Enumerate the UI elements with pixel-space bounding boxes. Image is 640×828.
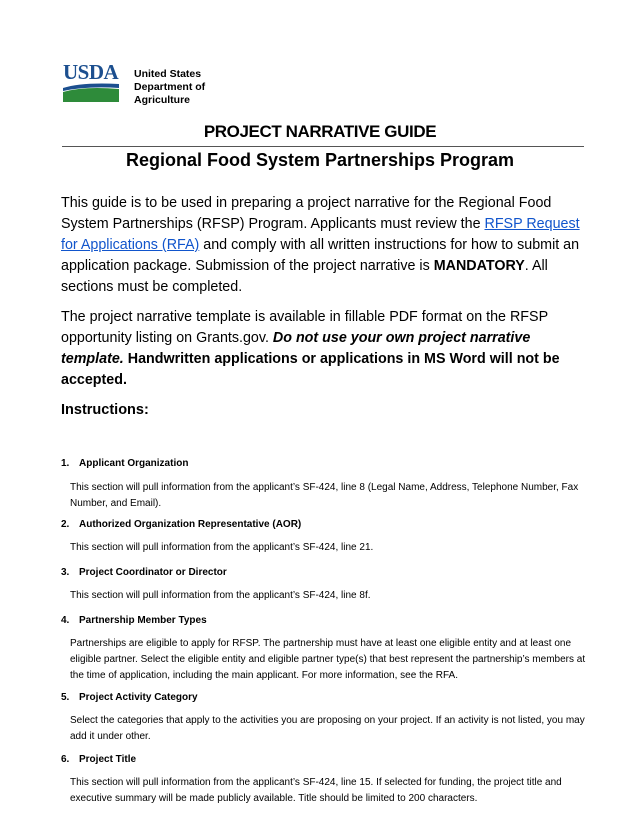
item-heading — [61, 457, 586, 471]
item-heading — [61, 753, 586, 767]
usda-logo-swoosh — [62, 60, 120, 106]
usda-logo-text: USDA — [63, 60, 119, 84]
instructions-heading: Instructions: — [61, 402, 149, 418]
item-heading — [61, 566, 586, 580]
item-heading — [61, 614, 586, 628]
agency-line: Department of — [134, 81, 206, 93]
item-body: Partnerships are eligible to apply for RFSP. The partnership must have at least one eligible entity and at least one eligible partner. Select the eligible entity and eligible partner type(s) that best represent the partnership’s members at the time of application, including the main applicant. For more information, see the RFA. — [70, 638, 586, 681]
template-text: The project narrative template is available in fillable PDF format on the RFSP opportunity listing on Grants.gov. — [61, 309, 548, 346]
item-number: 6. — [61, 754, 70, 765]
document-subtitle: Regional Food System Partnerships Program — [125, 150, 515, 170]
item-title: Applicant Organization — [79, 458, 189, 469]
instruction-item — [61, 518, 586, 553]
item-title: Project Coordinator or Director — [79, 567, 227, 578]
item-number: 4. — [61, 615, 70, 626]
intro-text: and comply with all written instructions for how to submit an application package. Submission of the project narrative is — [61, 237, 580, 274]
agency-line: United States — [134, 68, 202, 80]
intro-paragraph — [61, 193, 586, 298]
instruction-item — [61, 457, 586, 509]
item-title: Authorized Organization Representative (AOR) — [79, 519, 302, 530]
title-divider — [62, 146, 584, 147]
item-title: Project Activity Category — [79, 692, 198, 703]
template-paragraph — [61, 307, 586, 391]
item-number: 2. — [61, 519, 70, 530]
item-body: This section will pull information from the applicant’s SF-424, line 15. If selected for funding, the project title and executive summary will be made publicly available. Title should be limited to 200 characters. — [70, 777, 562, 804]
instruction-item — [61, 566, 586, 601]
instruction-item — [61, 753, 586, 804]
instruction-item — [61, 614, 586, 681]
template-warning: Do not use your own project narrative template. — [61, 330, 531, 367]
document-title: PROJECT NARRATIVE GUIDE — [203, 122, 437, 141]
item-heading — [61, 691, 586, 705]
item-number: 1. — [61, 458, 70, 469]
item-body: This section will pull information from the applicant’s SF-424, line 8f. — [70, 590, 371, 601]
item-title: Project Title — [79, 754, 137, 765]
item-heading — [61, 518, 586, 532]
intro-text: This guide is to be used in preparing a project narrative for the Regional Food System Partnerships (RFSP) Program. Applicants must review the — [61, 195, 552, 232]
item-number: 3. — [61, 567, 70, 578]
agency-name — [134, 68, 205, 107]
mandatory-text: MANDATORY — [433, 258, 525, 274]
rfa-link[interactable]: RFSP Request for Applications (RFA) — [61, 216, 580, 253]
instruction-item — [61, 691, 586, 742]
item-title: Partnership Member Types — [79, 615, 207, 626]
template-warning-bold: Handwritten applications or applications in MS Word will not be accepted. — [61, 351, 560, 388]
item-body: This section will pull information from the applicant’s SF-424, line 8 (Legal Name, Address, Telephone Number, Fax Number, and Email). — [70, 482, 579, 509]
agency-line: Agriculture — [134, 94, 191, 106]
item-number: 5. — [61, 692, 70, 703]
item-body: This section will pull information from the applicant’s SF-424, line 21. — [70, 542, 374, 553]
intro-text: . All sections must be completed. — [61, 258, 548, 295]
item-body: Select the categories that apply to the activities you are proposing on your project. If an activity is not listed, you may add it under other. — [70, 715, 585, 742]
